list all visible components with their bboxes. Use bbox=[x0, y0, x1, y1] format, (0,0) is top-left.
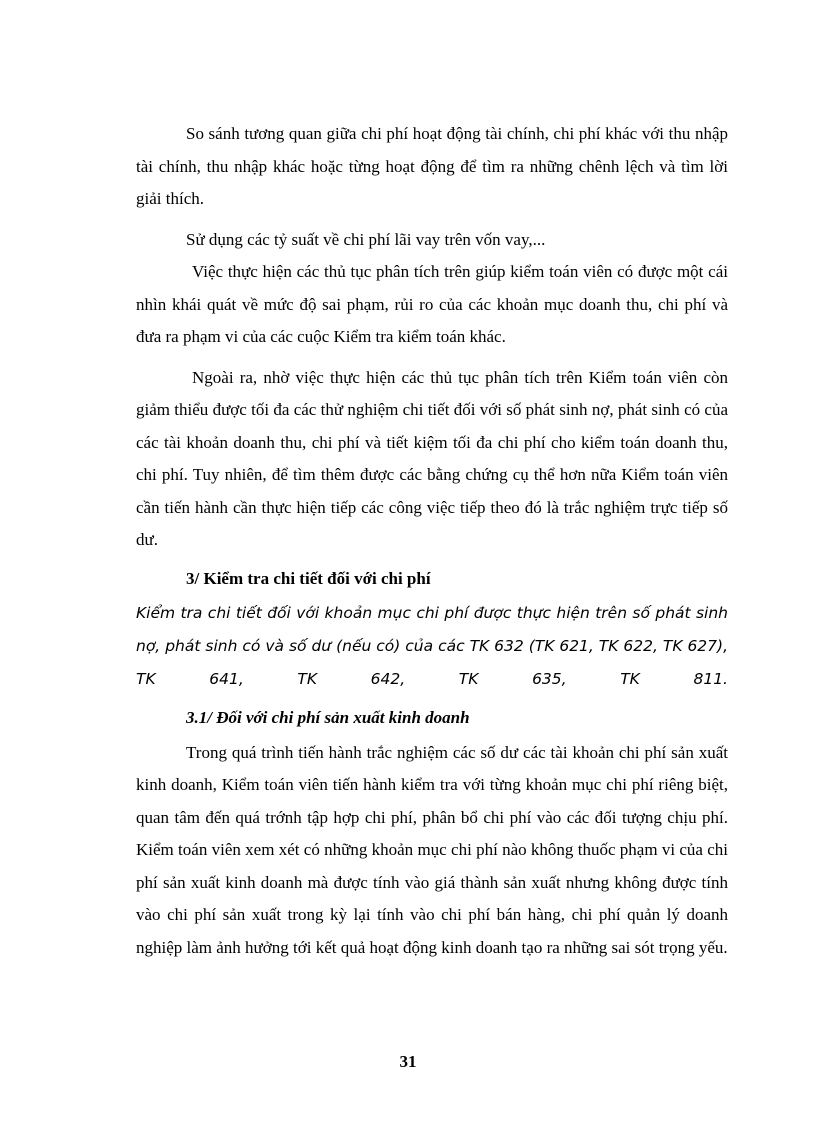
paragraph-additional-benefit: Ngoài ra, nhờ việc thực hiện các thủ tục phân tích trên Kiểm toán viên còn giảm thiểu được tối đa các thử nghiệm chi tiết đối với số phát sinh nợ, phát sinh có của các tài khoản doanh thu, chi phí và tiết kiệm tối đa chi phí cho kiểm toán doanh thu, chi phí. Tuy nhiên, để tìm thêm được các bằng chứng cụ thể hơn nữa Kiểm toán viên cần tiến hành cần thực hiện tiếp các công việc tiếp theo đó là trắc nghiệm trực tiếp số dư. bbox=[136, 367, 728, 549]
paragraph-production-costs: Trong quá trình tiến hành trắc nghiệm các số dư các tài khoản chi phí sản xuất kinh doanh, Kiểm toán viên tiến hành kiểm tra với từng khoản mục chi phí riêng biệt, quan tâm đến quá trớnh tập hợp chi phí, phân bổ chi phí vào các đối tượng chịu phí. Kiểm toán viên xem xét có những khoản mục chi phí nào không thuốc phạm vi của chi phí sản xuất kinh doanh mà được tính vào giá thành sản xuất nhưng không được tính vào chi phí sản xuất trong kỳ lại tính vào chi phí bán hàng, chi phí quản lý doanh nghiệp làm ảnh hưởng tới kết quả hoạt động kinh doanh tạo ra những sai sót trọng yếu. bbox=[136, 742, 728, 957]
page-number: 31 bbox=[399, 1052, 417, 1071]
section-heading-3: 3/ Kiểm tra chi tiết đối với chi phí bbox=[186, 568, 431, 588]
paragraph-comparison: So sánh tương quan giữa chi phí hoạt động tài chính, chi phí khác với thu nhập tài chính, thu nhập khác hoặc từng hoạt động để tìm ra những chênh lệch và tìm lời giải thích. bbox=[136, 124, 728, 208]
italic-paragraph-detail-check: Kiểm tra chi tiết đối với khoản mục chi phí được thực hiện trên số phát sinh nợ, phát sinh có và số dư (nếu có) của các TK 632 (TK 621, TK 622, TK 627), TK 641, TK 642, TK 635, TK 811. bbox=[136, 604, 728, 688]
section-heading-3-1: 3.1/ Đối với chi phí sản xuất kinh doanh bbox=[186, 708, 470, 727]
document-body bbox=[136, 118, 728, 964]
paragraph-analysis-benefit: Việc thực hiện các thủ tục phân tích trên giúp kiểm toán viên có được một cái nhìn khái quát về mức độ sai phạm, rủi ro của các khoản mục doanh thu, chi phí và đưa ra phạm vi của các cuộc Kiểm tra kiểm toán khác. bbox=[136, 262, 728, 346]
paragraph-ratios: Sử dụng các tỷ suất về chi phí lãi vay trên vốn vay,... bbox=[186, 229, 546, 249]
